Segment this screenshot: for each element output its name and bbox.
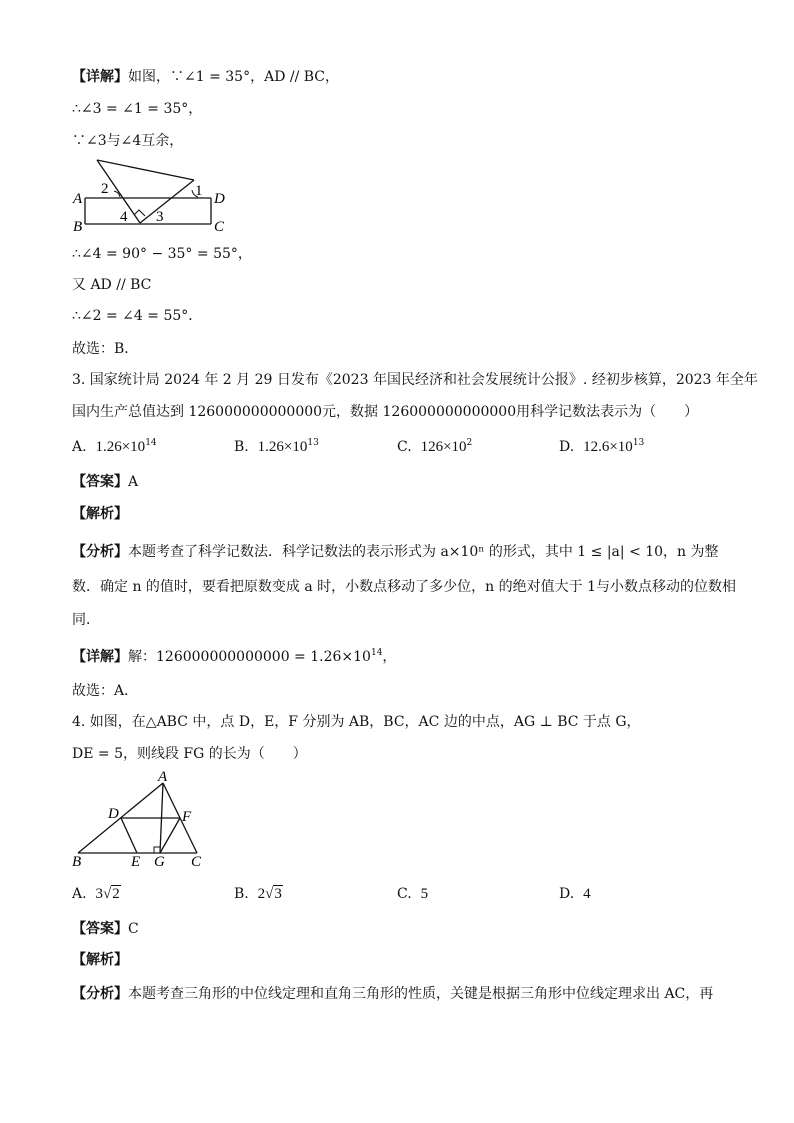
q3-fenxi-line2: 数．确定 n 的值时，要看把原数变成 a 时，小数点移动了多少位，n 的绝对值大于 1与小数点移动的位数相 bbox=[72, 579, 736, 595]
q2-figure bbox=[70, 155, 230, 240]
q2-detail-line4: ∴∠4 = 90° − 35° = 55°， bbox=[72, 246, 252, 262]
q3-answer: 【答案】A bbox=[72, 474, 139, 490]
q2-triangle-top bbox=[97, 160, 194, 180]
q4-fenxi-line1: 【分析】本题考查三角形的中位线定理和直角三角形的性质，关键是根据三角形中位线定理求出 AC，再 bbox=[72, 986, 714, 1002]
q3-stem-line1: 3. 国家统计局 2024 年 2 月 29 日发布《2023 年国民经济和社会发展统计公报》. 经初步核算，2023 年全年 bbox=[72, 372, 758, 388]
q3-choose: 故选：A． bbox=[72, 683, 139, 699]
q4-label-a: A bbox=[158, 770, 168, 785]
q3-option-b[interactable]: B. $1.26\times 10^{13}$ bbox=[234, 438, 319, 455]
q4-label-f: F bbox=[182, 809, 192, 825]
q2-label-b: B bbox=[73, 219, 83, 235]
q4-analysis-head: 【解析】 bbox=[72, 952, 128, 968]
q4-line-de bbox=[121, 818, 137, 853]
q3-answer-value: A bbox=[128, 474, 139, 490]
q4-right-angle-mark bbox=[154, 847, 160, 853]
q4-label-b: B bbox=[72, 854, 82, 870]
q2-detail-line6: ∴∠2 = ∠4 = 55°． bbox=[72, 308, 203, 324]
q2-label-angle1: 1 bbox=[195, 183, 203, 199]
q3-analysis-head: 【解析】 bbox=[72, 506, 128, 522]
q4-option-a[interactable]: A. 3√2 bbox=[72, 886, 120, 902]
q3-option-c[interactable]: C. $126\times 10^2$ bbox=[397, 438, 473, 455]
q2-label-c: C bbox=[214, 219, 225, 235]
q3-option-a[interactable]: A. $1.26\times 10^{14}$ bbox=[72, 438, 157, 455]
q4-label-e: E bbox=[131, 854, 141, 870]
q4-label-g: G bbox=[154, 854, 165, 870]
q4-label-c: C bbox=[191, 854, 202, 870]
q4-label-d: D bbox=[108, 806, 119, 822]
q2-label-d: D bbox=[214, 191, 225, 207]
q3-detail: 【详解】解：$126000000000000 = 1.26\times 10^{14}$， bbox=[72, 648, 397, 665]
q2-detail-line5: 又 AD // BC bbox=[72, 277, 152, 293]
q4-answer-value: C bbox=[128, 921, 139, 937]
q4-stem-line2: DE = 5，则线段 FG 的长为（ ） bbox=[72, 746, 307, 762]
q2-detail-line1 bbox=[72, 68, 339, 86]
q4-option-d[interactable]: D. 4 bbox=[559, 886, 591, 902]
q3-fenxi-line3: 同． bbox=[72, 612, 100, 628]
q2-detail-text1: 如图，∵∠1 = 35°，AD // BC， bbox=[128, 69, 340, 85]
q4-line-fg bbox=[160, 818, 180, 853]
q2-detail-line3: ∵∠3与∠4互余， bbox=[72, 133, 184, 149]
q4-stem-line1: 4. 如图，在△ABC 中，点 D，E，F 分别为 AB，BC，AC 边的中点，AG ⊥ BC 于点 G， bbox=[72, 714, 641, 730]
q2-label-a: A bbox=[73, 191, 83, 207]
q2-label-angle3: 3 bbox=[156, 209, 164, 225]
q2-label-angle4: 4 bbox=[120, 209, 128, 225]
q3-option-d[interactable]: D. $12.6\times 10^{13}$ bbox=[559, 438, 645, 455]
q2-detail-head: 【详解】 bbox=[72, 69, 128, 85]
q4-line-ef bbox=[137, 818, 180, 853]
q4-option-c[interactable]: C. 5 bbox=[397, 886, 429, 902]
q4-option-b[interactable]: B. 2√3 bbox=[234, 886, 282, 902]
q2-label-angle2: 2 bbox=[101, 181, 109, 197]
q4-answer: 【答案】C bbox=[72, 921, 139, 937]
q2-right-angle-mark bbox=[134, 210, 145, 216]
q4-figure bbox=[70, 770, 220, 870]
q2-detail-line2: ∴∠3 = ∠1 = 35°， bbox=[72, 101, 203, 117]
q3-fenxi-line1: 【分析】本题考查了科学记数法．科学记数法的表示形式为 a×10ⁿ 的形式，其中 1 ≤ |a| < 10，n 为整 bbox=[72, 544, 719, 560]
q2-triangle-right bbox=[140, 180, 194, 223]
q3-stem-line2: 国内生产总值达到 126000000000000元，数据 126000000000000用科学记数法表示为（ ） bbox=[72, 404, 699, 420]
q2-choose: 故选：B． bbox=[72, 341, 139, 357]
